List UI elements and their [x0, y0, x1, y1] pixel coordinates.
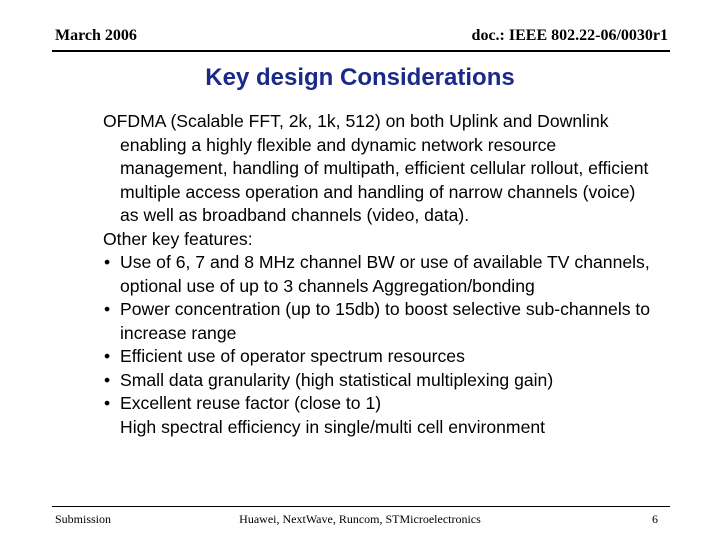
slide-title: Key design Considerations: [205, 64, 515, 91]
footer-authors: Huawei, NextWave, Runcom, STMicroelectronics: [239, 512, 481, 526]
bullet-icon: •: [104, 369, 111, 390]
footer-divider: [52, 506, 670, 507]
feature-list: [103, 251, 651, 439]
header-doc-id: doc.: IEEE 802.22-06/0030r1: [471, 27, 668, 44]
feature-text: Power concentration (up to 15db) to boost selective sub-channels to increase range: [120, 299, 651, 343]
feature-item: [103, 369, 651, 393]
other-features-heading: Other key features:: [103, 228, 253, 249]
bullet-icon: •: [104, 299, 111, 319]
slide-body: [103, 110, 651, 439]
feature-text: Use of 6, 7 and 8 MHz channel BW or use of available TV channels, optional use of up to 3 channels Aggregation/bonding: [120, 252, 650, 296]
page-number: 6: [652, 512, 658, 526]
feature-item: [103, 345, 651, 369]
bullet-icon: •: [104, 252, 111, 272]
header-date: March 2006: [55, 27, 137, 44]
feature-text: Excellent reuse factor (close to 1): [120, 393, 382, 413]
bullet-icon: •: [104, 346, 111, 366]
footer-submission: Submission: [55, 512, 112, 526]
feature-item: [103, 392, 651, 439]
feature-item: [103, 251, 651, 298]
bullet-icon: •: [104, 393, 111, 413]
feature-text: Efficient use of operator spectrum resources: [120, 346, 465, 366]
intro-paragraph: OFDMA (Scalable FFT, 2k, 1k, 512) on both Uplink and Downlink enabling a highly flexible and dynamic network resource management, handling of multipath, efficient cellular rollout, efficient multiple access operation and handling of narrow channels (voice) as well as broadband channels (video, data).: [103, 111, 649, 225]
feature-item: [103, 298, 651, 345]
header-divider: [52, 50, 670, 52]
feature-continuation: High spectral efficiency in single/multi cell environment: [120, 416, 546, 437]
feature-text: Small data granularity (high statistical multiplexing gain): [120, 369, 554, 390]
